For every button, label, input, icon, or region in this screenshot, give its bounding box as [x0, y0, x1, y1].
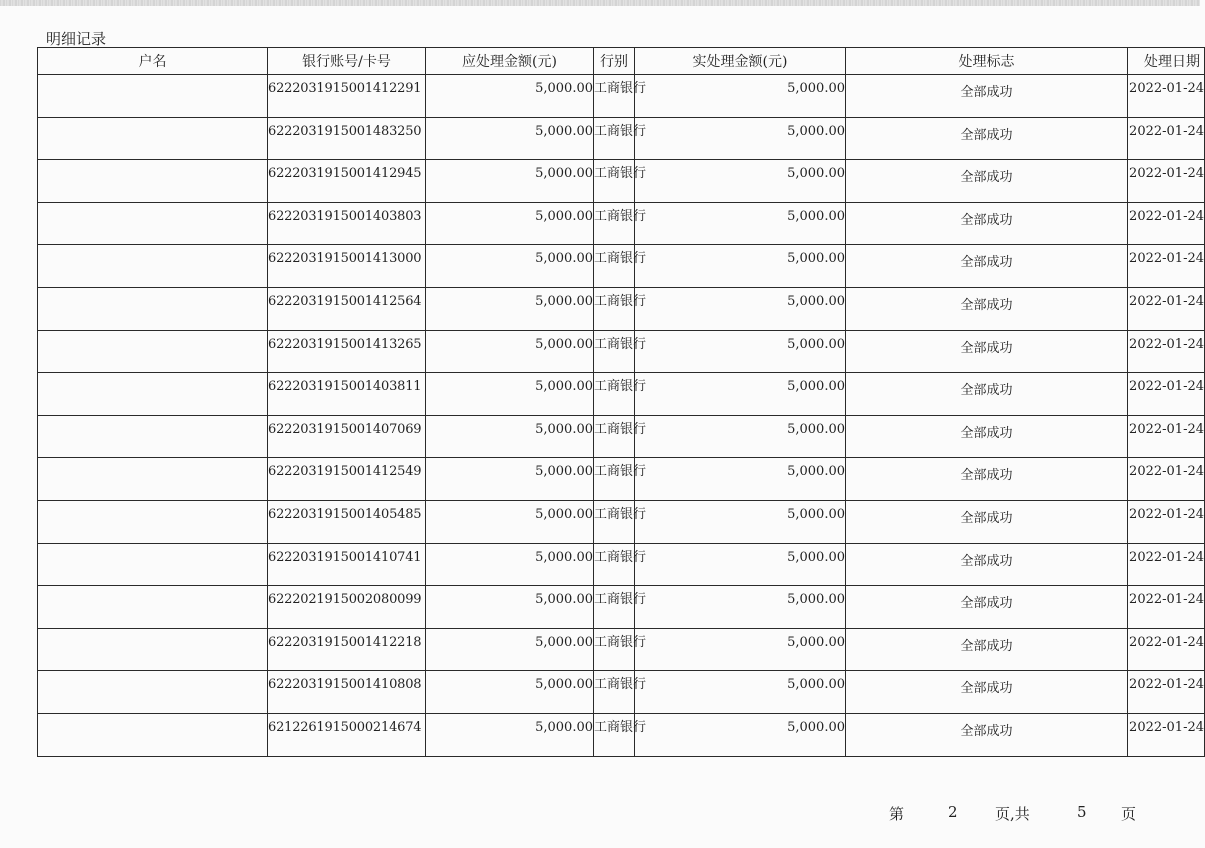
- cell-bank: 工商银行: [594, 500, 635, 543]
- cell-name: [38, 500, 268, 543]
- cell-date: 2022-01-24: [1128, 117, 1205, 160]
- cell-bank: 工商银行: [594, 75, 635, 118]
- table-row: [38, 671, 1205, 714]
- header-status: 处理标志: [846, 48, 1128, 75]
- cell-name: [38, 160, 268, 203]
- cell-name: [38, 373, 268, 416]
- cell-due-amount: 5,000.00: [426, 671, 594, 714]
- cell-due-amount: 5,000.00: [426, 713, 594, 756]
- cell-account: 6222031915001403811: [268, 373, 426, 416]
- detail-records-table: [37, 47, 1205, 757]
- header-name: 户名: [38, 48, 268, 75]
- cell-account: 6222031915001413000: [268, 245, 426, 288]
- cell-actual-amount: 5,000.00: [635, 628, 846, 671]
- cell-bank: 工商银行: [594, 373, 635, 416]
- cell-name: [38, 330, 268, 373]
- table-row: [38, 287, 1205, 330]
- cell-name: [38, 543, 268, 586]
- cell-status: 全部成功: [846, 415, 1128, 458]
- table-row: [38, 713, 1205, 756]
- cell-bank: 工商银行: [594, 202, 635, 245]
- cell-date: 2022-01-24: [1128, 458, 1205, 501]
- cell-status: 全部成功: [846, 713, 1128, 756]
- cell-bank: 工商银行: [594, 543, 635, 586]
- cell-due-amount: 5,000.00: [426, 245, 594, 288]
- header-account: 银行账号/卡号: [268, 48, 426, 75]
- cell-bank: 工商银行: [594, 713, 635, 756]
- pager-total: 5: [1077, 803, 1087, 821]
- cell-actual-amount: 5,000.00: [635, 202, 846, 245]
- cell-name: [38, 671, 268, 714]
- cell-date: 2022-01-24: [1128, 671, 1205, 714]
- table-row: [38, 628, 1205, 671]
- cell-date: 2022-01-24: [1128, 287, 1205, 330]
- header-bank: 行别: [594, 48, 635, 75]
- cell-bank: 工商银行: [594, 628, 635, 671]
- cell-status: 全部成功: [846, 500, 1128, 543]
- cell-bank: 工商银行: [594, 671, 635, 714]
- cell-actual-amount: 5,000.00: [635, 543, 846, 586]
- cell-date: 2022-01-24: [1128, 160, 1205, 203]
- cell-due-amount: 5,000.00: [426, 75, 594, 118]
- cell-actual-amount: 5,000.00: [635, 160, 846, 203]
- scan-top-edge: [0, 0, 1200, 6]
- cell-status: 全部成功: [846, 586, 1128, 629]
- pager-middle: 页,共: [995, 805, 1030, 823]
- cell-actual-amount: 5,000.00: [635, 713, 846, 756]
- cell-account: 6222031915001412218: [268, 628, 426, 671]
- table-row: [38, 160, 1205, 203]
- cell-status: 全部成功: [846, 330, 1128, 373]
- cell-due-amount: 5,000.00: [426, 500, 594, 543]
- cell-account: 6222031915001410808: [268, 671, 426, 714]
- table-header-row: [38, 48, 1205, 75]
- pager-suffix: 页: [1121, 805, 1137, 823]
- cell-bank: 工商银行: [594, 117, 635, 160]
- cell-actual-amount: 5,000.00: [635, 287, 846, 330]
- cell-account: 6222031915001412291: [268, 75, 426, 118]
- table-row: [38, 373, 1205, 416]
- cell-name: [38, 713, 268, 756]
- cell-due-amount: 5,000.00: [426, 287, 594, 330]
- cell-name: [38, 245, 268, 288]
- table-row: [38, 245, 1205, 288]
- cell-date: 2022-01-24: [1128, 373, 1205, 416]
- cell-status: 全部成功: [846, 373, 1128, 416]
- cell-status: 全部成功: [846, 160, 1128, 203]
- cell-due-amount: 5,000.00: [426, 458, 594, 501]
- cell-due-amount: 5,000.00: [426, 373, 594, 416]
- cell-due-amount: 5,000.00: [426, 586, 594, 629]
- cell-actual-amount: 5,000.00: [635, 117, 846, 160]
- cell-bank: 工商银行: [594, 586, 635, 629]
- cell-actual-amount: 5,000.00: [635, 415, 846, 458]
- cell-name: [38, 75, 268, 118]
- cell-status: 全部成功: [846, 628, 1128, 671]
- cell-due-amount: 5,000.00: [426, 160, 594, 203]
- cell-date: 2022-01-24: [1128, 713, 1205, 756]
- cell-name: [38, 458, 268, 501]
- cell-status: 全部成功: [846, 75, 1128, 118]
- cell-account: 6222031915001412549: [268, 458, 426, 501]
- cell-bank: 工商银行: [594, 330, 635, 373]
- cell-actual-amount: 5,000.00: [635, 75, 846, 118]
- table-body: [38, 75, 1205, 757]
- cell-status: 全部成功: [846, 671, 1128, 714]
- cell-status: 全部成功: [846, 202, 1128, 245]
- page-footer: [0, 803, 1200, 823]
- cell-status: 全部成功: [846, 458, 1128, 501]
- cell-date: 2022-01-24: [1128, 202, 1205, 245]
- pager-prefix: 第: [889, 805, 905, 823]
- cell-actual-amount: 5,000.00: [635, 671, 846, 714]
- cell-date: 2022-01-24: [1128, 415, 1205, 458]
- cell-actual-amount: 5,000.00: [635, 458, 846, 501]
- cell-account: 6222031915001412945: [268, 160, 426, 203]
- cell-name: [38, 202, 268, 245]
- cell-status: 全部成功: [846, 287, 1128, 330]
- cell-status: 全部成功: [846, 543, 1128, 586]
- table-row: [38, 586, 1205, 629]
- cell-account: 6222031915001407069: [268, 415, 426, 458]
- table-row: [38, 117, 1205, 160]
- cell-actual-amount: 5,000.00: [635, 330, 846, 373]
- cell-date: 2022-01-24: [1128, 245, 1205, 288]
- header-actual-amount: 实处理金额(元): [635, 48, 846, 75]
- cell-account: 6222031915001405485: [268, 500, 426, 543]
- cell-bank: 工商银行: [594, 415, 635, 458]
- cell-date: 2022-01-24: [1128, 543, 1205, 586]
- cell-due-amount: 5,000.00: [426, 202, 594, 245]
- cell-status: 全部成功: [846, 245, 1128, 288]
- header-date: 处理日期: [1128, 48, 1205, 75]
- cell-due-amount: 5,000.00: [426, 330, 594, 373]
- cell-date: 2022-01-24: [1128, 75, 1205, 118]
- cell-account: 6222031915001410741: [268, 543, 426, 586]
- cell-actual-amount: 5,000.00: [635, 586, 846, 629]
- cell-due-amount: 5,000.00: [426, 415, 594, 458]
- table-row: [38, 202, 1205, 245]
- cell-name: [38, 117, 268, 160]
- table-row: [38, 543, 1205, 586]
- cell-date: 2022-01-24: [1128, 500, 1205, 543]
- cell-due-amount: 5,000.00: [426, 628, 594, 671]
- cell-bank: 工商银行: [594, 287, 635, 330]
- cell-name: [38, 628, 268, 671]
- table-row: [38, 75, 1205, 118]
- cell-account: 6222031915001403803: [268, 202, 426, 245]
- cell-bank: 工商银行: [594, 245, 635, 288]
- cell-bank: 工商银行: [594, 160, 635, 203]
- header-due-amount: 应处理金额(元): [426, 48, 594, 75]
- cell-date: 2022-01-24: [1128, 628, 1205, 671]
- cell-status: 全部成功: [846, 117, 1128, 160]
- section-title: 明细记录: [46, 30, 107, 48]
- cell-account: 6222031915001413265: [268, 330, 426, 373]
- cell-account: 6222021915002080099: [268, 586, 426, 629]
- cell-account: 6212261915000214674: [268, 713, 426, 756]
- cell-date: 2022-01-24: [1128, 330, 1205, 373]
- cell-name: [38, 287, 268, 330]
- cell-bank: 工商银行: [594, 458, 635, 501]
- cell-actual-amount: 5,000.00: [635, 500, 846, 543]
- cell-date: 2022-01-24: [1128, 586, 1205, 629]
- cell-name: [38, 586, 268, 629]
- pager-current: 2: [948, 803, 958, 821]
- table-row: [38, 330, 1205, 373]
- table-row: [38, 500, 1205, 543]
- cell-due-amount: 5,000.00: [426, 117, 594, 160]
- cell-due-amount: 5,000.00: [426, 543, 594, 586]
- table-row: [38, 415, 1205, 458]
- cell-account: 6222031915001483250: [268, 117, 426, 160]
- cell-account: 6222031915001412564: [268, 287, 426, 330]
- cell-actual-amount: 5,000.00: [635, 373, 846, 416]
- cell-actual-amount: 5,000.00: [635, 245, 846, 288]
- cell-name: [38, 415, 268, 458]
- table-row: [38, 458, 1205, 501]
